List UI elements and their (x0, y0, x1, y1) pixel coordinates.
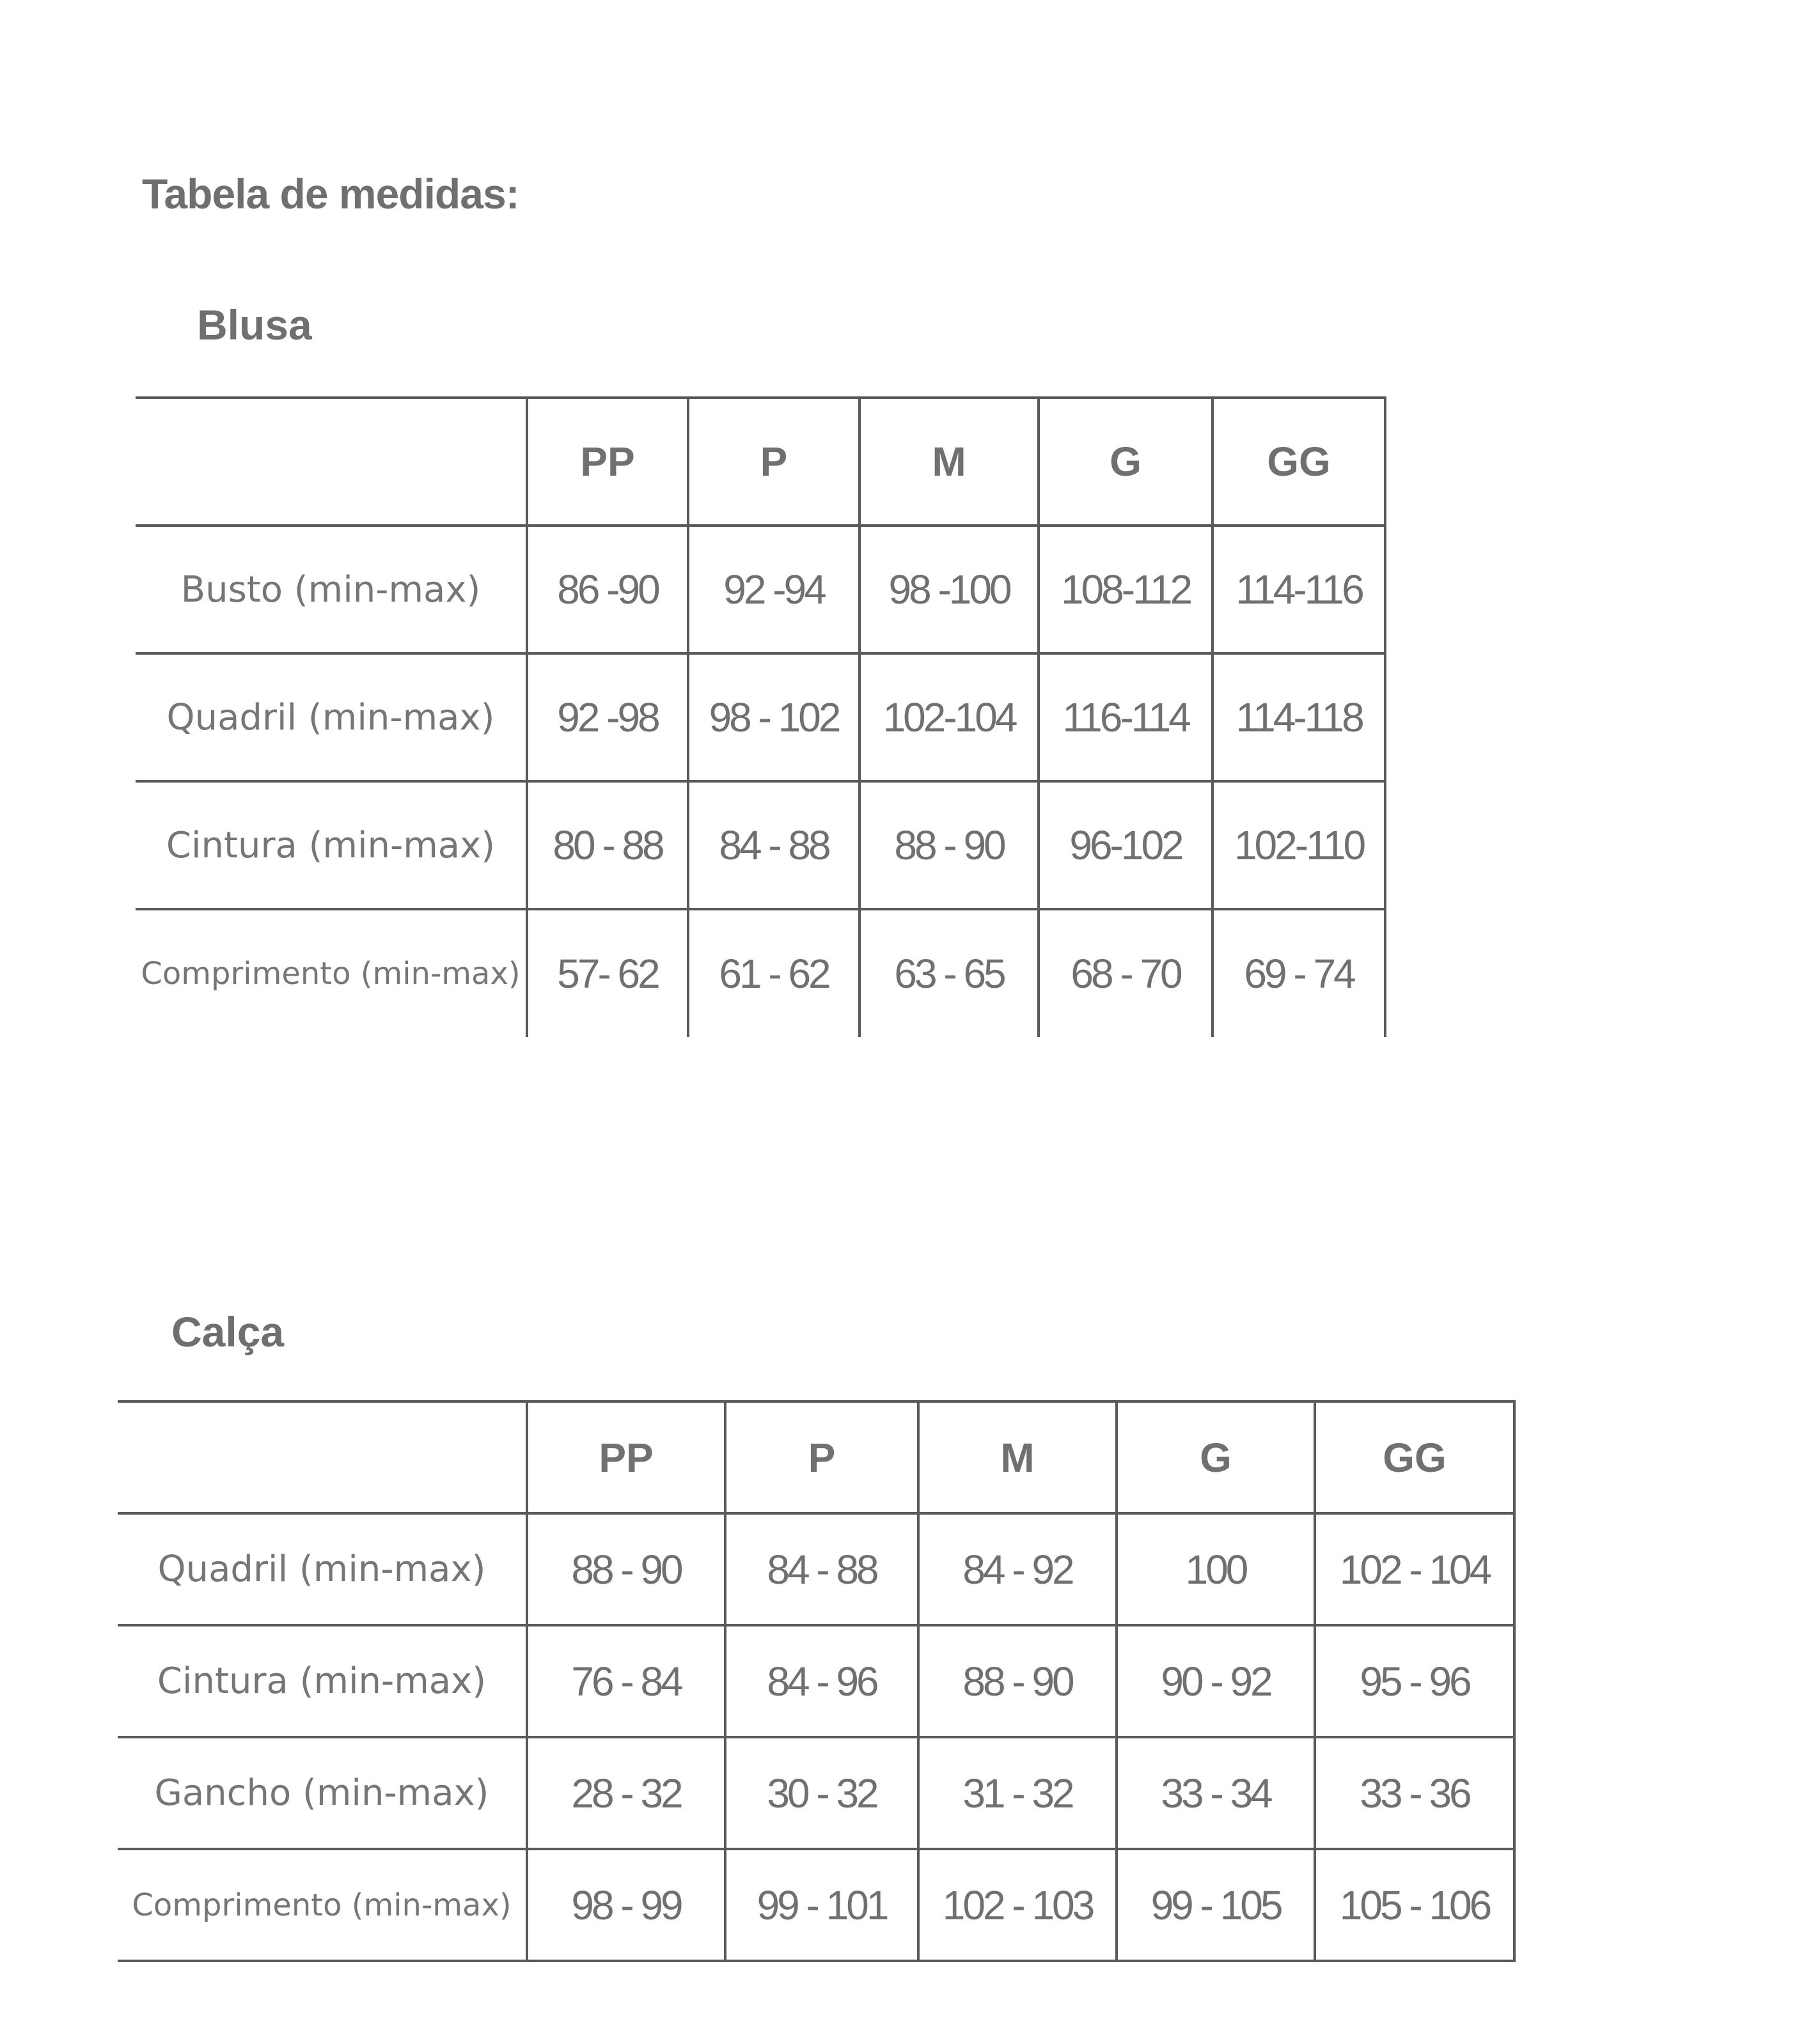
table-cell: 102 - 104 (1315, 1513, 1514, 1625)
row-label-cintura: Cintura (min-max) (136, 781, 527, 909)
table-cell: 86 -90 (527, 526, 688, 653)
table-header-row (118, 1401, 1514, 1513)
table-cell: 31 - 32 (918, 1737, 1117, 1849)
table-cell: 90 - 92 (1117, 1625, 1315, 1737)
table-cell: 92 -98 (527, 653, 688, 781)
table-cell: 84 - 96 (725, 1625, 918, 1737)
row-label-cintura: Cintura (min-max) (118, 1625, 527, 1737)
table-cell: 84 - 88 (688, 781, 859, 909)
table-cell: 88 - 90 (859, 781, 1039, 909)
table-cell: 57- 62 (527, 909, 688, 1037)
size-header-pp: PP (527, 1401, 725, 1513)
row-label-quadril: Quadril (min-max) (136, 653, 527, 781)
table-row (136, 653, 1385, 781)
table-cell: 33 - 34 (1117, 1737, 1315, 1849)
size-header-p: P (688, 398, 859, 526)
size-header-g: G (1039, 398, 1213, 526)
table-corner-cell (136, 398, 527, 526)
table-cell: 33 - 36 (1315, 1737, 1514, 1849)
page-title: Tabela de medidas: (142, 170, 519, 217)
blusa-size-table (136, 396, 1386, 1037)
size-header-gg: GG (1213, 398, 1385, 526)
table-row (136, 909, 1385, 1037)
size-header-gg: GG (1315, 1401, 1514, 1513)
calca-section-title: Calça (171, 1308, 285, 1355)
blusa-section-title: Blusa (197, 301, 312, 348)
row-label-comprimento: Comprimento (min-max) (118, 1849, 527, 1961)
row-label-comprimento: Comprimento (min-max) (141, 956, 521, 992)
table-row (118, 1737, 1514, 1849)
table-cell: 114-116 (1213, 526, 1385, 653)
table-cell: 68 - 70 (1039, 909, 1213, 1037)
table-cell: 30 - 32 (725, 1737, 918, 1849)
table-cell: 99 - 105 (1117, 1849, 1315, 1961)
table-cell: 100 (1117, 1513, 1315, 1625)
table-cell: 69 - 74 (1213, 909, 1385, 1037)
size-header-pp: PP (527, 398, 688, 526)
size-header-p: P (725, 1401, 918, 1513)
table-row (136, 526, 1385, 653)
table-cell: 96-102 (1039, 781, 1213, 909)
table-cell: 114-118 (1213, 653, 1385, 781)
table-row (118, 1849, 1514, 1961)
table-cell: 98 -100 (859, 526, 1039, 653)
table-row (118, 1513, 1514, 1625)
row-label-gancho: Gancho (min-max) (118, 1737, 527, 1849)
table-cell: 116-114 (1039, 653, 1213, 781)
row-label-busto: Busto (min-max) (136, 526, 527, 653)
table-cell: 99 - 101 (725, 1849, 918, 1961)
table-cell: 102 - 103 (918, 1849, 1117, 1961)
size-header-m: M (859, 398, 1039, 526)
row-label-quadril: Quadril (min-max) (118, 1513, 527, 1625)
table-cell: 63 - 65 (859, 909, 1039, 1037)
table-cell: 88 - 90 (527, 1513, 725, 1625)
table-cell: 102-104 (859, 653, 1039, 781)
table-cell: 76 - 84 (527, 1625, 725, 1737)
table-cell: 108-112 (1039, 526, 1213, 653)
calca-size-table (118, 1400, 1516, 1962)
table-corner-cell (118, 1401, 527, 1513)
table-cell: 84 - 88 (725, 1513, 918, 1625)
size-header-m: M (918, 1401, 1117, 1513)
table-cell: 88 - 90 (918, 1625, 1117, 1737)
table-cell: 102-110 (1213, 781, 1385, 909)
table-header-row (136, 398, 1385, 526)
table-cell: 61 - 62 (688, 909, 859, 1037)
table-cell: 84 - 92 (918, 1513, 1117, 1625)
table-cell: 98 - 102 (688, 653, 859, 781)
table-cell: 105 - 106 (1315, 1849, 1514, 1961)
table-cell: 95 - 96 (1315, 1625, 1514, 1737)
size-header-g: G (1117, 1401, 1315, 1513)
table-row (118, 1625, 1514, 1737)
table-cell: 80 - 88 (527, 781, 688, 909)
table-cell: 28 - 32 (527, 1737, 725, 1849)
table-row (136, 781, 1385, 909)
table-cell: 92 -94 (688, 526, 859, 653)
table-cell: 98 - 99 (527, 1849, 725, 1961)
